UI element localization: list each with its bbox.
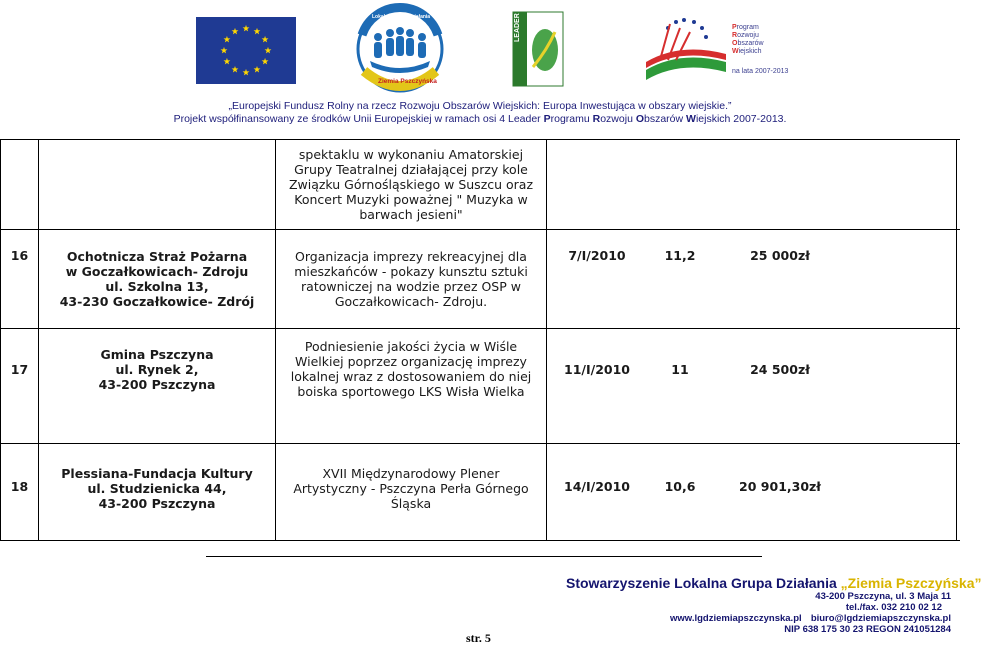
footer-rule — [206, 556, 762, 557]
row-18-score: 10,6 — [664, 478, 696, 494]
row-16-reference: 7/I/2010 — [568, 247, 626, 263]
row-16-score: 11,2 — [664, 247, 696, 263]
row-16-description: Organizacja imprezy rekreacyjnej dla mieszkańców - pokazy kunsztu sztuki ratowniczej na wodzie przez OSP w Goczałkowicach- Zdroju. — [294, 249, 528, 309]
prow-text: Program Rozwoju Obszarów Wiejskich — [732, 24, 764, 55]
row-17-number: 17 — [10, 361, 29, 377]
lgd-top-text: Lokalna Grupa Działania — [372, 14, 431, 20]
row-17-score: 11 — [671, 361, 689, 377]
row-16-amount: 25 000zł — [750, 247, 810, 263]
eu-flag-logo — [196, 17, 296, 84]
footer-www-link[interactable]: www.lgdziemiapszczynska.pl — [670, 613, 802, 624]
footer-address: 43-200 Pszczyna, ul. 3 Maja 11 — [815, 591, 951, 602]
footer-org-name: Stowarzyszenie Lokalna Grupa Działania „Ziemia Pszczyńska” — [566, 575, 982, 591]
lgd-logo — [352, 5, 448, 94]
row-16-number: 16 — [10, 247, 29, 263]
row-16-organization: Ochotnicza Straż Pożarna w Goczałkowicach- Zdroju ul. Szkolna 13, 43-230 Goczałkowice- Zdrój — [59, 249, 255, 309]
lgd-bottom-text: Ziemia Pszczyńska — [378, 78, 437, 85]
footer-nip-regon: NIP 638 175 30 23 REGON 241051284 — [784, 624, 951, 635]
leader-logo — [513, 12, 563, 86]
row-18-number: 18 — [10, 478, 29, 494]
row-18-reference: 14/I/2010 — [564, 478, 630, 494]
continuation-description: spektaklu w wykonaniu Amatorskiej Grupy Teatralnej działającej przy kole Związku Górnośląskiego w Suszcu oraz Koncert Muzyki poważnej " Muzyka w barwach jesieni" — [288, 146, 534, 222]
row-18-amount: 20 901,30zł — [739, 478, 821, 494]
footer-email-link[interactable]: biuro@lgdziemiapszczynska.pl — [810, 613, 951, 624]
footer-phone: tel./fax. 032 210 02 12 — [845, 602, 942, 613]
eu-stars-icon — [196, 17, 296, 84]
prow-years: na lata 2007-2013 — [732, 68, 789, 75]
header-line-2: Projekt współfinansowany ze środków Unii Europejskiej w ramach osi 4 Leader Programu Rozwoju Obszarów Wiejskich 2007-2013. — [173, 113, 787, 125]
leader-text: LEADER — [514, 13, 521, 42]
header-line-1: „Europejski Fundusz Rolny na rzecz Rozwoju Obszarów Wiejskich: Europa Inwestująca w obszary wiejskie.” — [228, 100, 732, 112]
row-17-reference: 11/I/2010 — [564, 361, 630, 377]
prow-flag-icon — [640, 10, 730, 82]
prow-logo — [640, 10, 789, 82]
row-17-organization: Gmina Pszczyna ul. Rynek 2, 43-200 Pszczyna — [98, 346, 216, 392]
row-18-description: XVII Międzynarodowy Plener Artystyczny - Pszczyna Perła Górnego Śląska — [293, 465, 529, 511]
row-18-organization: Plessiana-Fundacja Kultury ul. Studzienicka 44, 43-200 Pszczyna — [61, 465, 253, 511]
row-17-description: Podniesienie jakości życia w Wiśle Wielkiej poprzez organizację imprezy lokalnej wraz z dostosowaniem do niej boiska sportowego LKS Wisła Wielka — [290, 339, 532, 399]
row-17-amount: 24 500zł — [750, 361, 810, 377]
page-number: str. 5 — [466, 631, 491, 645]
